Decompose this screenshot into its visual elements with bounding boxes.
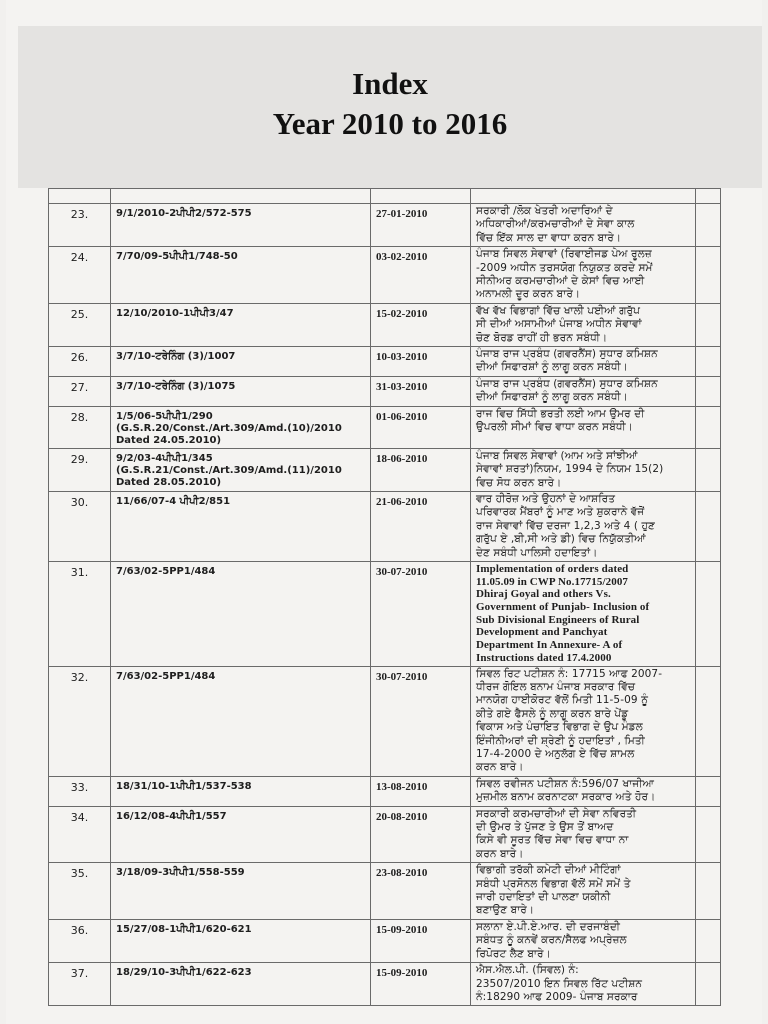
reference-number (111, 347, 371, 377)
subject-line: ਕੀਤੇ ਗਏ ਫੈਸਲੇ ਨੂੰ ਲਾਗੂ ਕਰਨ ਬਾਰੇ ਪੇਂਡੂ (476, 707, 629, 720)
subject-line: ਰਿਪੋਰਟ ਲੈਣ ਬਾਰੇ। (476, 947, 551, 960)
reference-number (111, 776, 371, 806)
reference-number (111, 963, 371, 1006)
serial-number: 29. (49, 448, 111, 491)
subject-line: ਦੀਆਂ ਸਿਫਾਰਸ਼ਾਂ ਨੂੰ ਲਾਗੂ ਕਰਨ ਸਬੰਧੀ। (476, 361, 628, 374)
subject-line: ਸਬੰਧੀ ਪ੍ਰਸੋਨਲ ਵਿਭਾਗ ਵੱਲੋਂ ਸਮੇਂ ਸਮੇਂ ਤੇ (476, 877, 631, 890)
remarks-cell (696, 919, 721, 962)
table-row (49, 204, 721, 247)
subject-line: ਰਾਜ ਸੇਵਾਵਾਂ ਵਿੱਚ ਦਰਜਾ 1,2,3 ਅਤੇ 4 ( ਹੁਣ (476, 519, 655, 532)
reference-number (111, 204, 371, 247)
reference-line: 16/12/08-4ਪੀਪੀ1/557 (116, 810, 227, 822)
reference-number (111, 666, 371, 776)
remarks-cell (696, 491, 721, 561)
reference-line: 3/18/09-3ਪੀਪੀ1/558-559 (116, 867, 245, 879)
subject-line: ਕਿਸੇ ਵੀ ਸੂਰਤ ਵਿੱਚ ਸੇਵਾ ਵਿਚ ਵਾਧਾ ਨਾ (476, 834, 629, 847)
serial-number: 24. (49, 247, 111, 304)
subject (471, 303, 696, 346)
subject-line: ਪੰਜਾਬ ਰਾਜ ਪ੍ਰਬੰਧ (ਗਵਰਨੈਂਸ) ਸੁਧਾਰ ਕਮਿਸ਼ਨ (476, 377, 658, 390)
serial-number: 28. (49, 406, 111, 448)
subject-line: ਵਾਰ ਹੀਰੋਜ਼ ਅਤੇ ਉਹਨਾਂ ਦੇ ਆਸ਼ਰਿਤ (476, 492, 616, 505)
subject (471, 806, 696, 863)
subject-line: ਜਾਰੀ ਹਦਾਇਤਾਂ ਦੀ ਪਾਲਣਾ ਯਕੀਨੀ (476, 891, 611, 904)
subject-line: ਇੰਜੀਨੀਅਰਾਂ ਦੀ ਸ਼੍ਰੇਣੀ ਨੂੰ ਹਦਾਇਤਾਂ , ਮਿਤੀ (476, 734, 645, 747)
reference-number (111, 491, 371, 561)
serial-number: 37. (49, 963, 111, 1006)
subject-line: ਧੀਰਜ ਗੋਇਲ ਬਨਾਮ ਪੰਜਾਬ ਸਰਕਾਰ ਵਿੱਚ (476, 680, 636, 693)
remarks-cell (696, 376, 721, 406)
index-table-body (49, 189, 721, 1006)
reference-line: 9/1/2010-2ਪੀਪੀ2/572-575 (116, 208, 252, 219)
subject-line: ਸੀ ਦੀਆਂ ਅਸਾਮੀਆਂ ਪੰਜਾਬ ਅਧੀਨ ਸੇਵਾਵਾਂ (476, 318, 642, 331)
reference-subline: (G.S.R.20/Const./Art.309/Amd.(10)/2010 (116, 422, 342, 434)
table-row (49, 666, 721, 776)
reference-line: 18/31/10-1ਪੀਪੀ1/537-538 (116, 780, 252, 792)
serial-number: 31. (49, 561, 111, 666)
subject-line: ਅਨਾਮਲੀ ਦੂਰ ਕਰਨ ਬਾਰੇ। (476, 288, 581, 301)
subject-line: Development and Panchyat (476, 626, 608, 639)
subject (471, 919, 696, 962)
reference-line: 11/66/07-4 ਪੀਪੀ2/851 (116, 495, 231, 507)
reference-number (111, 863, 371, 920)
table-row (49, 776, 721, 806)
date: 15-02-2010 (371, 303, 471, 346)
subject-line: Department In Annexure- A of (476, 639, 623, 652)
remarks-cell (696, 448, 721, 491)
date: 03-02-2010 (371, 247, 471, 304)
date: 27-01-2010 (371, 204, 471, 247)
subject-line: Instructions dated 17.4.2000 (476, 651, 612, 664)
table-row (49, 448, 721, 491)
subject-line: 17-4-2000 ਦੇ ਅਨੁਲੱਗ ਏ ਵਿੱਚ ਸ਼ਾਮਲ (476, 748, 635, 760)
reference-line: 15/27/08-1ਪੀਪੀ1/620-621 (116, 923, 252, 935)
table-row (49, 303, 721, 346)
subject (471, 666, 696, 776)
subject-line: ਵਿਭਾਗੀ ਤਰੱਕੀ ਕਮੇਟੀ ਦੀਆਂ ਮੀਟਿੰਗਾਂ (476, 864, 621, 877)
serial-number: 35. (49, 863, 111, 920)
subject-line: ਕਰਨ ਬਾਰੇ। (476, 761, 524, 774)
serial-number: 34. (49, 806, 111, 863)
subject (471, 561, 696, 666)
table-row (49, 806, 721, 863)
reference-line: 3/7/10-ਟਰੇਨਿੰਗ (3)/1007 (116, 351, 236, 363)
reference-number (111, 561, 371, 666)
index-table (48, 188, 721, 1006)
table-row (49, 863, 721, 920)
serial-number: 33. (49, 776, 111, 806)
table-row (49, 347, 721, 377)
subject-line: ਵਿਚ ਸੋਧ ਕਰਨ ਬਾਰੇ। (476, 476, 562, 489)
subject (471, 963, 696, 1006)
subject-line: 11.05.09 in CWP No.17715/2007 (476, 575, 629, 588)
subject (471, 376, 696, 406)
table-row (49, 963, 721, 1006)
serial-number: 30. (49, 491, 111, 561)
serial-number: 32. (49, 666, 111, 776)
spacer-cell (696, 189, 721, 204)
date: 20-08-2010 (371, 806, 471, 863)
date: 23-08-2010 (371, 863, 471, 920)
date: 30-07-2010 (371, 561, 471, 666)
reference-number (111, 376, 371, 406)
subject-line: ਮਾਨਯੋਗ ਹਾਈਕੋਰਟ ਵੱਲੋਂ ਮਿਤੀ 11-5-09 ਨੂੰ (476, 694, 649, 707)
reference-subline: Dated 24.05.2010) (116, 434, 222, 446)
table-row (49, 247, 721, 304)
reference-number (111, 919, 371, 962)
subject-line: ਪਰਿਵਾਰਕ ਮੈਂਬਰਾਂ ਨੂੰ ਮਾਣ ਅਤੇ ਸ਼ੁਕਰਾਨੇ ਵੱਜੋਂ (476, 506, 645, 519)
subject-line: ਸਬੰਧਤ ਨੂੰ ਕਨਵੇਂ ਕਰਨ/ਸੈਲਫ ਅਪ੍ਰੇਜ਼ਲ (476, 934, 627, 947)
remarks-cell (696, 406, 721, 448)
subject-line: ਸਿਵਲ ਰਵੀਜਨ ਪਟੀਸ਼ਨ ਨੰ:596/07 ਖਾਜੀਆ (476, 777, 655, 790)
serial-number: 27. (49, 376, 111, 406)
reference-line: 7/63/02-5PP1/484 (116, 670, 216, 682)
table-top-spacer-row (49, 189, 721, 204)
remarks-cell (696, 303, 721, 346)
remarks-cell (696, 863, 721, 920)
serial-number: 25. (49, 303, 111, 346)
subject-line: ਨੰ:18290 ਆਫ 2009- ਪੰਜਾਬ ਸਰਕਾਰ (476, 990, 638, 1003)
subject-line: ਵੱਖ ਵੱਖ ਵਿਭਾਗਾਂ ਵਿੱਚ ਖਾਲੀ ਪਈਆਂ ਗਰੁੱਪ (476, 304, 640, 317)
table-row (49, 919, 721, 962)
subject-line: -2009 ਅਧੀਨ ਤਰਸਯੋਗ ਨਿਯੁਕਤ ਕਰਦੇ ਸਮੇਂ (476, 261, 653, 274)
serial-number: 26. (49, 347, 111, 377)
subject-line: ਅਧਿਕਾਰੀਆਂ/ਕਰਮਚਾਰੀਆਂ ਦੇ ਸੇਵਾ ਕਾਲ (476, 218, 635, 231)
remarks-cell (696, 561, 721, 666)
subject-line: Implementation of orders dated (476, 562, 629, 575)
subject-line: ਵਿਕਾਸ ਅਤੇ ਪੰਚਾਇਤ ਵਿਭਾਗ ਦੇ ਉਪ ਮੰਡਲ (476, 721, 643, 734)
date: 21-06-2010 (371, 491, 471, 561)
subject-line: ਪੰਜਾਬ ਸਿਵਲ ਸੇਵਾਵਾਂ (ਆਮ ਅਤੇ ਸਾਂਝੀਆਂ (476, 449, 638, 462)
subject-line: ਦੀ ਉਮਰ ਤੇ ਪੁੱਜਣ ਤੇ ਉਸ ਤੋਂ ਬਾਅਦ (476, 821, 614, 834)
subject (471, 406, 696, 448)
reference-line: 18/29/10-3ਪੀਪੀ1/622-623 (116, 967, 252, 979)
remarks-cell (696, 776, 721, 806)
date: 18-06-2010 (371, 448, 471, 491)
subject-line: ਪੰਜਾਬ ਰਾਜ ਪ੍ਰਬੰਧ (ਗਵਰਨੈਂਸ) ਸੁਧਾਰ ਕਮਿਸ਼ਨ (476, 348, 658, 361)
subject (471, 448, 696, 491)
reference-number (111, 247, 371, 304)
spacer-cell (371, 189, 471, 204)
index-title: Index (352, 66, 428, 101)
reference-line: 3/7/10-ਟਰੇਨਿੰਗ (3)/1075 (116, 380, 236, 392)
subject (471, 247, 696, 304)
subject-line: ਉਪਰਲੀ ਸੀਮਾਂ ਵਿਚ ਵਾਧਾ ਕਰਨ ਸਬੰਧੀ। (476, 421, 633, 434)
subject (471, 347, 696, 377)
date: 30-07-2010 (371, 666, 471, 776)
year-range-title: Year 2010 to 2016 (272, 106, 508, 141)
subject-line: ਦੀਆਂ ਸਿਫਾਰਸ਼ਾਂ ਨੂੰ ਲਾਗੂ ਕਰਨ ਸਬੰਧੀ। (476, 391, 628, 404)
subject-line: ਸਰਕਾਰੀ ਕਰਮਚਾਰੀਆਂ ਦੀ ਸੇਵਾ ਨਵਿਰਤੀ (476, 807, 637, 820)
remarks-cell (696, 204, 721, 247)
table-row (49, 561, 721, 666)
subject-line: Sub Divisional Engineers of Rural (476, 613, 640, 626)
remarks-cell (696, 347, 721, 377)
reference-subline: Dated 28.05.2010) (116, 476, 222, 488)
subject-line: ਕਰਨ ਬਾਰੇ। (476, 847, 524, 860)
reference-number (111, 448, 371, 491)
remarks-cell (696, 806, 721, 863)
subject-line: ਸੇਵਾਵਾਂ ਸ਼ਰਤਾਂ)ਨਿਯਮ, 1994 ਦੇ ਨਿਯਮ 15(2) (476, 463, 664, 476)
date: 15-09-2010 (371, 919, 471, 962)
date: 15-09-2010 (371, 963, 471, 1006)
date: 10-03-2010 (371, 347, 471, 377)
subject-line: ਗਰੁੱਪ ਏ ,ਬੀ,ਸੀ ਅਤੇ ਡੀ) ਵਿਚ ਨਿਯੁੱਕਤੀਆਂ (476, 533, 646, 546)
subject (471, 204, 696, 247)
subject-line: ਮੁਜ਼ਮੀਲ ਬਨਾਮ ਕਰਨਾਟਕਾ ਸਰਕਾਰ ਅਤੇ ਹੋਰ। (476, 791, 656, 804)
reference-number (111, 806, 371, 863)
subject-line: ਸਰਕਾਰੀ /ਲੋਕ ਖੇਤਰੀ ਅਦਾਰਿਆਂ ਦੇ (476, 205, 613, 217)
reference-line: 7/63/02-5PP1/484 (116, 565, 216, 577)
remarks-cell (696, 247, 721, 304)
reference-line: 7/70/09-5ਪੀਪੀ1/748-50 (116, 251, 238, 263)
date: 13-08-2010 (371, 776, 471, 806)
date: 31-03-2010 (371, 376, 471, 406)
subject (471, 491, 696, 561)
spacer-cell (111, 189, 371, 204)
subject-line: ਰਾਜ ਵਿਚ ਸਿੱਧੀ ਭਰਤੀ ਲਈ ਆਮ ਉਮਰ ਦੀ (476, 407, 645, 420)
subject-line: Dhiraj Goyal and others Vs. (476, 588, 611, 601)
subject-line: ਸੀਨੀਅਰ ਕਰਮਚਾਰੀਆਂ ਦੇ ਕੇਸਾਂ ਵਿਚ ਆਈ (476, 275, 645, 288)
reference-line: 12/10/2010-1ਪੀਪੀ3/47 (116, 307, 234, 319)
subject (471, 776, 696, 806)
index-header (18, 26, 762, 188)
serial-number: 36. (49, 919, 111, 962)
subject-line: ਐਸ.ਐਲ.ਪੀ. (ਸਿਵਲ) ਨੰ: (476, 964, 579, 977)
serial-number: 23. (49, 204, 111, 247)
subject-line: ਵਿੱਚ ਇੱਕ ਸਾਲ ਦਾ ਵਾਧਾ ਕਰਨ ਬਾਰੇ। (476, 231, 622, 244)
subject-line: ਚੋਣ ਬੋਰਡ ਰਾਹੀਂ ਹੀ ਭਰਨ ਸਬੰਧੀ। (476, 331, 608, 344)
reference-number (111, 406, 371, 448)
spacer-cell (471, 189, 696, 204)
subject-line: ਦੇਣ ਸਬੰਧੀ ਪਾਲਿਸੀ ਹਦਾਇਤਾਂ। (476, 546, 598, 559)
subject-line: ਸਲਾਨਾ ਏ.ਪੀ.ਏ.ਆਰ. ਦੀ ਦਰਜਾਬੰਦੀ (476, 920, 621, 933)
spacer-cell (49, 189, 111, 204)
date: 01-06-2010 (371, 406, 471, 448)
reference-line: 9/2/03-4ਪੀਪੀ1/345 (116, 452, 213, 464)
subject-line: ਪੰਜਾਬ ਸਿਵਲ ਸੇਵਾਵਾਂ (ਰਿਵਾਈਜਡ ਪੇਅ ਰੂਲਜ਼ (476, 248, 652, 261)
reference-subline: (G.S.R.21/Const./Art.309/Amd.(11)/2010 (116, 464, 342, 476)
table-row (49, 406, 721, 448)
subject-line: Government of Punjab- Inclusion of (476, 601, 650, 614)
subject-line: ਬਣਾਉਣ ਬਾਰੇ। (476, 904, 535, 917)
reference-number (111, 303, 371, 346)
remarks-cell (696, 666, 721, 776)
table-row (49, 491, 721, 561)
table-row (49, 376, 721, 406)
subject (471, 863, 696, 920)
subject-line: 23507/2010 ਇਨ ਸਿਵਲ ਰਿੱਟ ਪਟੀਸ਼ਨ (476, 977, 643, 990)
remarks-cell (696, 963, 721, 1006)
reference-line: 1/5/06-5ਪੀਪੀ1/290 (116, 410, 213, 422)
subject-line: ਸਿਵਲ ਰਿਟ ਪਟੀਸ਼ਨ ਨੰ: 17715 ਆਫ 2007- (476, 667, 663, 680)
